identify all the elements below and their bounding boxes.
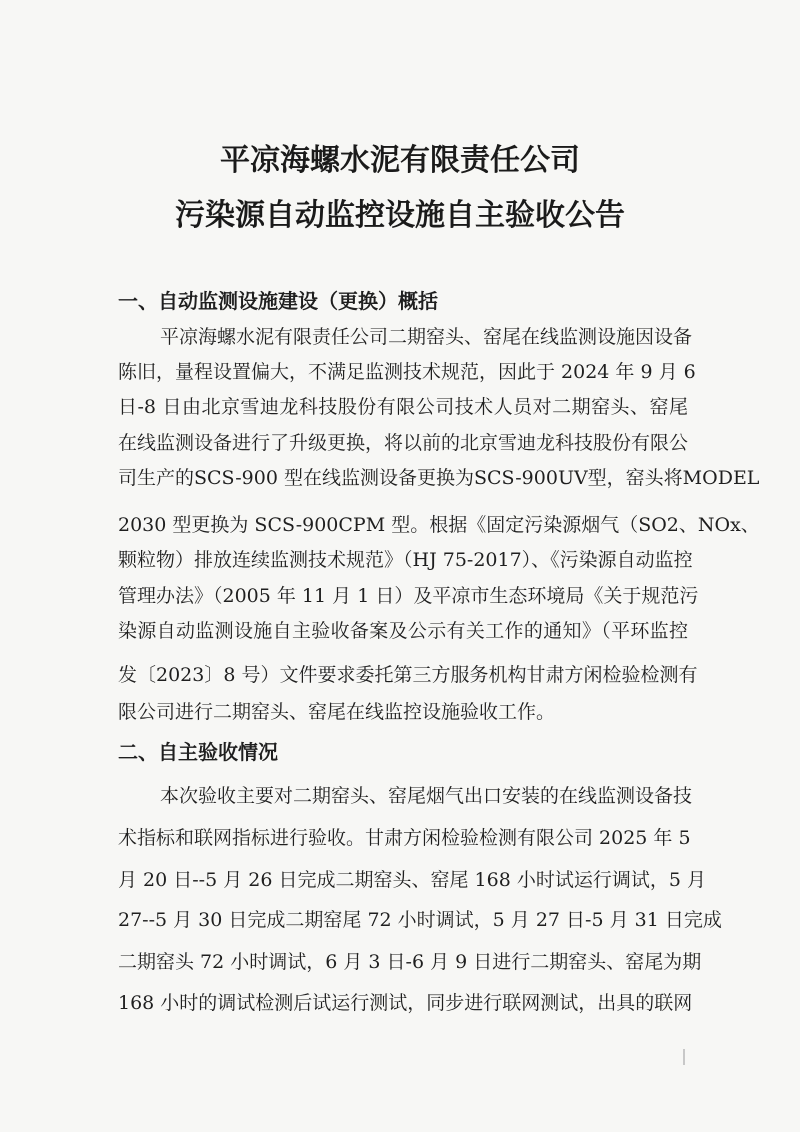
section2-line: 术指标和联网指标进行验收。甘肃方闲检验检测有限公司 2025 年 5 xyxy=(118,827,691,849)
section2-line: 27--5 月 30 日完成二期窑尾 72 小时调试，5 月 27 日-5 月 31 日完成 xyxy=(118,909,722,931)
document-title-line2: 污染源自动监控设施自主验收公告 xyxy=(175,198,625,233)
section1-line: 发〔2023〕8 号）文件要求委托第三方服务机构甘肃方闲检验检测有 xyxy=(118,664,698,686)
section1-line: 2030 型更换为 SCS-900CPM 型。根据《固定污染源烟气（SO2、NOx、 xyxy=(118,514,760,536)
section1-heading: 一、自动监测设施建设（更换）概括 xyxy=(118,289,438,313)
section1-line: 染源自动监测设施自主验收备案及公示有关工作的通知》（平环监控 xyxy=(118,620,688,642)
section2-line: 本次验收主要对二期窑头、窑尾烟气出口安装的在线监测设备技 xyxy=(160,785,693,807)
section2-line: 168 小时的调试检测后试运行测试，同步进行联网测试，出具的联网 xyxy=(118,992,693,1014)
section1-line: 司生产的SCS-900 型在线监测设备更换为SCS-900UV型，窑头将MODEL xyxy=(118,467,760,489)
section1-line: 日-8 日由北京雪迪龙科技股份有限公司技术人员对二期窑头、窑尾 xyxy=(118,396,688,418)
section2-line: 二期窑头 72 小时调试，6 月 3 日-6 月 9 日进行二期窑头、窑尾为期 xyxy=(118,951,702,973)
page-edge-mark xyxy=(678,1048,690,1066)
section1-line: 平凉海螺水泥有限责任公司二期窑头、窑尾在线监测设施因设备 xyxy=(160,326,693,348)
document-title-line1: 平凉海螺水泥有限责任公司 xyxy=(220,143,580,178)
section2-heading: 二、自主验收情况 xyxy=(118,740,278,764)
section2-line: 月 20 日--5 月 26 日完成二期窑头、窑尾 168 小时试运行调试，5 月 xyxy=(118,869,706,891)
section1-line: 限公司进行二期窑头、窑尾在线监控设施验收工作。 xyxy=(118,701,556,723)
section1-line: 在线监测设备进行了升级更换，将以前的北京雪迪龙科技股份有限公 xyxy=(118,432,689,454)
section1-line: 陈旧，量程设置偏大，不满足监测技术规范，因此于 2024 年 9 月 6 xyxy=(118,361,696,383)
section1-line: 管理办法》（2005 年 11 月 1 日）及平凉市生态环境局《关于规范污 xyxy=(118,585,699,607)
section1-line: 颗粒物）排放连续监测技术规范》（HJ 75-2017）、《污染源自动监控 xyxy=(118,549,693,571)
